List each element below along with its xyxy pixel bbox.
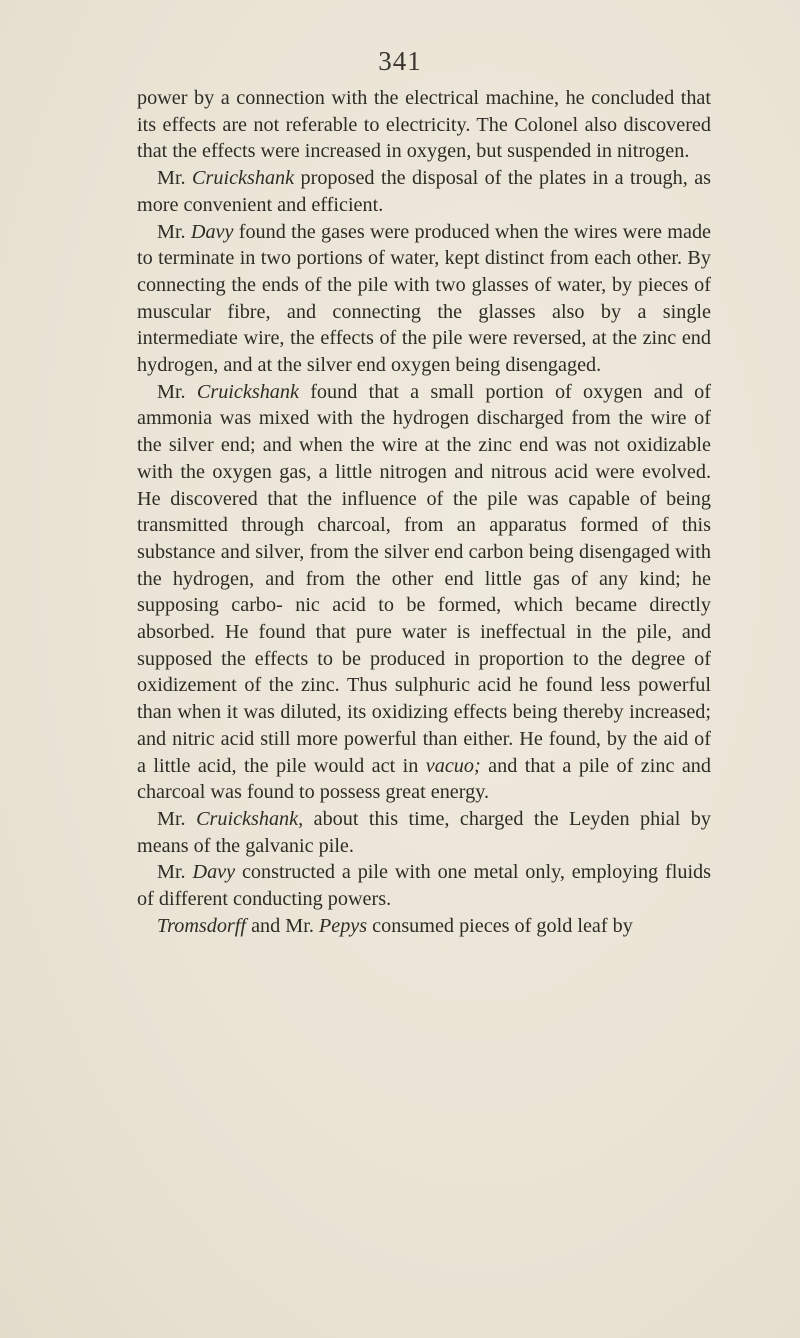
text-run: Mr.	[157, 220, 191, 243]
text-run: Mr.	[157, 167, 193, 190]
text-run: found that a small portion of oxygen and of ammonia was mixed with the hydrogen discharged from the wire of the silver end; and when the wire at the zinc end was not oxidizable with the oxygen gas, a little nitrogen and nitrous acid were evolved. He discovered that the influence of the pile was capable of being transmitted through charcoal, from an apparatus formed of this substance and silver, from the silver end carbon being disengaged with the hydrogen, and from the other end little gas of any kind; he supposing carbo- nic acid to be formed, which became directly absorbed. He found that pure water is ineffectual in the pile, and supposed the effects to be produced in proportion to the degree of oxidizement of the zinc. Thus sulphuric acid he found less powerful than when it was diluted, its oxidizing effects being thereby increased; and nitric acid still more powerful than either. He found, by the aid of a little acid, the pile would act in	[137, 380, 712, 777]
paragraph	[137, 806, 711, 859]
text-run: found the gases were produced when the wires were made to terminate in two portions of water, kept distinct from each other. By connecting the ends of the pile with two glasses of water, by pieces of muscular fibre, and connecting the glasses also by a single intermediate wire, the effects of the pile were reversed, at the zinc end hydrogen, and at the silver end oxygen being disengaged.	[137, 220, 711, 377]
italic-text: Cruickshank	[192, 167, 295, 190]
text-run: Mr.	[157, 807, 197, 830]
text-run: Mr.	[157, 861, 193, 884]
text-run: constructed a pile with one metal only, employing fluids of different conducting powers.	[137, 861, 712, 911]
italic-text: Tromsdorff	[157, 914, 247, 937]
text-run: and that a pile of zinc and charcoal was found to possess great energy.	[137, 754, 711, 804]
italic-text: Cruickshank	[196, 380, 299, 403]
page-number: 341	[378, 46, 422, 76]
paragraph	[137, 913, 711, 940]
paragraph	[137, 85, 711, 165]
italic-text: Davy	[192, 861, 236, 884]
italic-text: Davy	[190, 220, 234, 243]
paragraph	[137, 219, 711, 379]
text-run: and Mr.	[246, 914, 319, 937]
text-run: about this time, charged the Leyden phial by means of the galvanic pile.	[137, 807, 711, 857]
paragraph	[137, 859, 711, 912]
text-run: Mr.	[157, 380, 197, 403]
body-text	[137, 85, 711, 940]
italic-text: vacuo;	[425, 754, 481, 777]
paragraph	[137, 165, 711, 218]
italic-text: Pepys	[318, 914, 368, 937]
text-run: power by a connection with the electrical machine, he concluded that its effects are not referable to electricity. The Colonel also discovered that the effects were increased in oxygen, but suspended in nitrogen.	[137, 87, 711, 163]
text-run: proposed the disposal of the plates in a trough, as more convenient and efficient.	[137, 167, 712, 216]
text-run: consumed pieces of gold leaf by	[367, 914, 633, 937]
paragraph	[137, 379, 711, 806]
italic-text: Cruickshank,	[196, 807, 304, 830]
